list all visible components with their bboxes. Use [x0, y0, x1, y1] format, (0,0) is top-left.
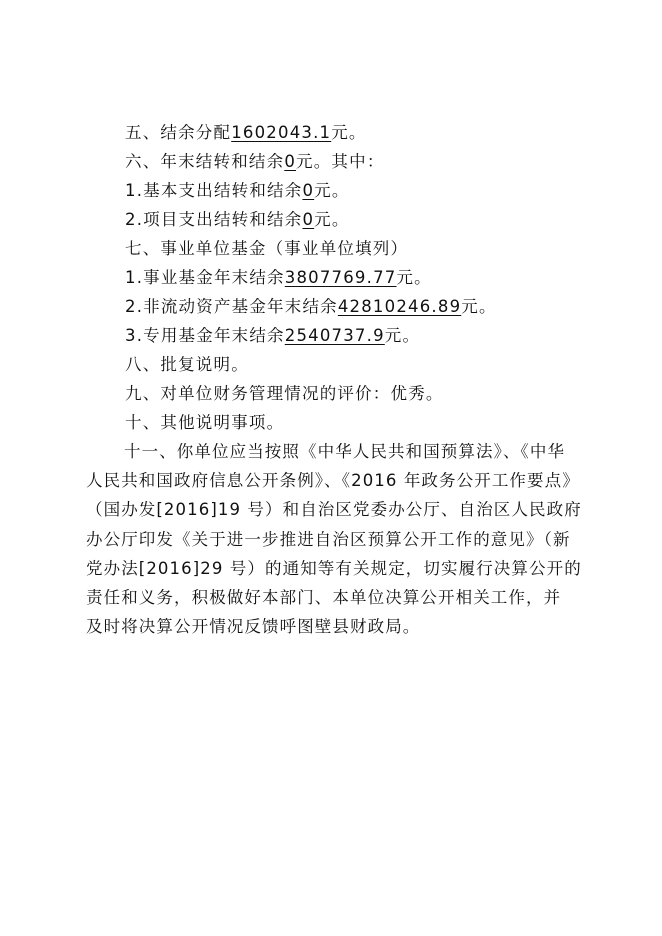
item-7-2-label: 2.非流动资产基金年末结余 [125, 297, 338, 316]
item-7-label: 七、事业单位基金（事业单位填列） [125, 239, 409, 258]
item-6-1-label: 1.基本支出结转和结余 [125, 181, 303, 200]
paragraph-line-4: 办公厅印发《关于进一步推进自治区预算公开工作的意见》（新 [86, 529, 571, 549]
item-10-other-notes [125, 413, 284, 433]
item-7-1-unit: 元。 [396, 268, 432, 287]
item-6-2-project-expenditure [125, 210, 350, 230]
item-6-label: 六、年末结转和结余 [125, 152, 285, 171]
item-6-value: 0 [284, 152, 297, 171]
paragraph-line-3: （国办发[2016]19 号）和自治区党委办公厅、自治区人民政府 [86, 500, 582, 520]
item-6-1-unit: 元。 [314, 181, 350, 200]
paragraph-line-5: 党办法[2016]29 号）的通知等有关规定，切实履行决算公开的 [86, 558, 582, 578]
item-7-3-special-fund [125, 326, 420, 346]
item-7-1-label: 1.事业基金年末结余 [125, 268, 285, 287]
item-6-1-basic-expenditure [125, 181, 350, 201]
paragraph-line-1: 十一、你单位应当按照《中华人民共和国预算法》、《中华 [124, 442, 566, 461]
item-9-label: 九、对单位财务管理情况的评价：优秀。 [125, 384, 444, 403]
item-8-approval-note [125, 355, 249, 375]
item-7-1-business-fund [125, 268, 432, 288]
item-6-1-value: 0 [302, 181, 315, 200]
item-7-3-unit: 元。 [384, 326, 421, 345]
paragraph-line-6: 责任和义务，积极做好本部门、本单位决算公开相关工作，并 [86, 588, 562, 608]
item-10-label: 十、其他说明事项。 [125, 413, 285, 432]
item-6-2-value: 0 [302, 210, 315, 229]
item-7-2-value: 42810246.89 [337, 297, 462, 316]
item-5-label: 五、结余分配 [125, 123, 232, 142]
item-6-unit: 元。其中： [296, 152, 385, 171]
paragraph-line-7: 及时将决算公开情况反馈呼图壁县财政局。 [86, 617, 421, 637]
item-11-paragraph [86, 437, 586, 641]
item-8-label: 八、批复说明。 [125, 355, 249, 374]
item-7-3-value: 2540737.9 [284, 326, 385, 345]
item-7-1-value: 3807769.77 [284, 268, 397, 287]
item-6-2-unit: 元。 [314, 210, 350, 229]
item-7-3-label: 3.专用基金年末结余 [125, 326, 285, 345]
item-9-evaluation [125, 384, 444, 404]
item-6-2-label: 2.项目支出结转和结余 [125, 210, 303, 229]
item-5-surplus-distribution [125, 123, 367, 143]
item-5-value: 1602043.1 [231, 123, 332, 142]
item-6-year-end-balance [125, 152, 385, 172]
item-5-unit: 元。 [331, 123, 367, 142]
item-7-2-unit: 元。 [461, 297, 497, 316]
item-7-fund-heading [125, 239, 408, 259]
paragraph-line-2: 人民共和国政府信息公开条例》、《2016 年政务公开工作要点》 [86, 471, 580, 491]
item-7-2-non-current-asset-fund [125, 297, 497, 317]
